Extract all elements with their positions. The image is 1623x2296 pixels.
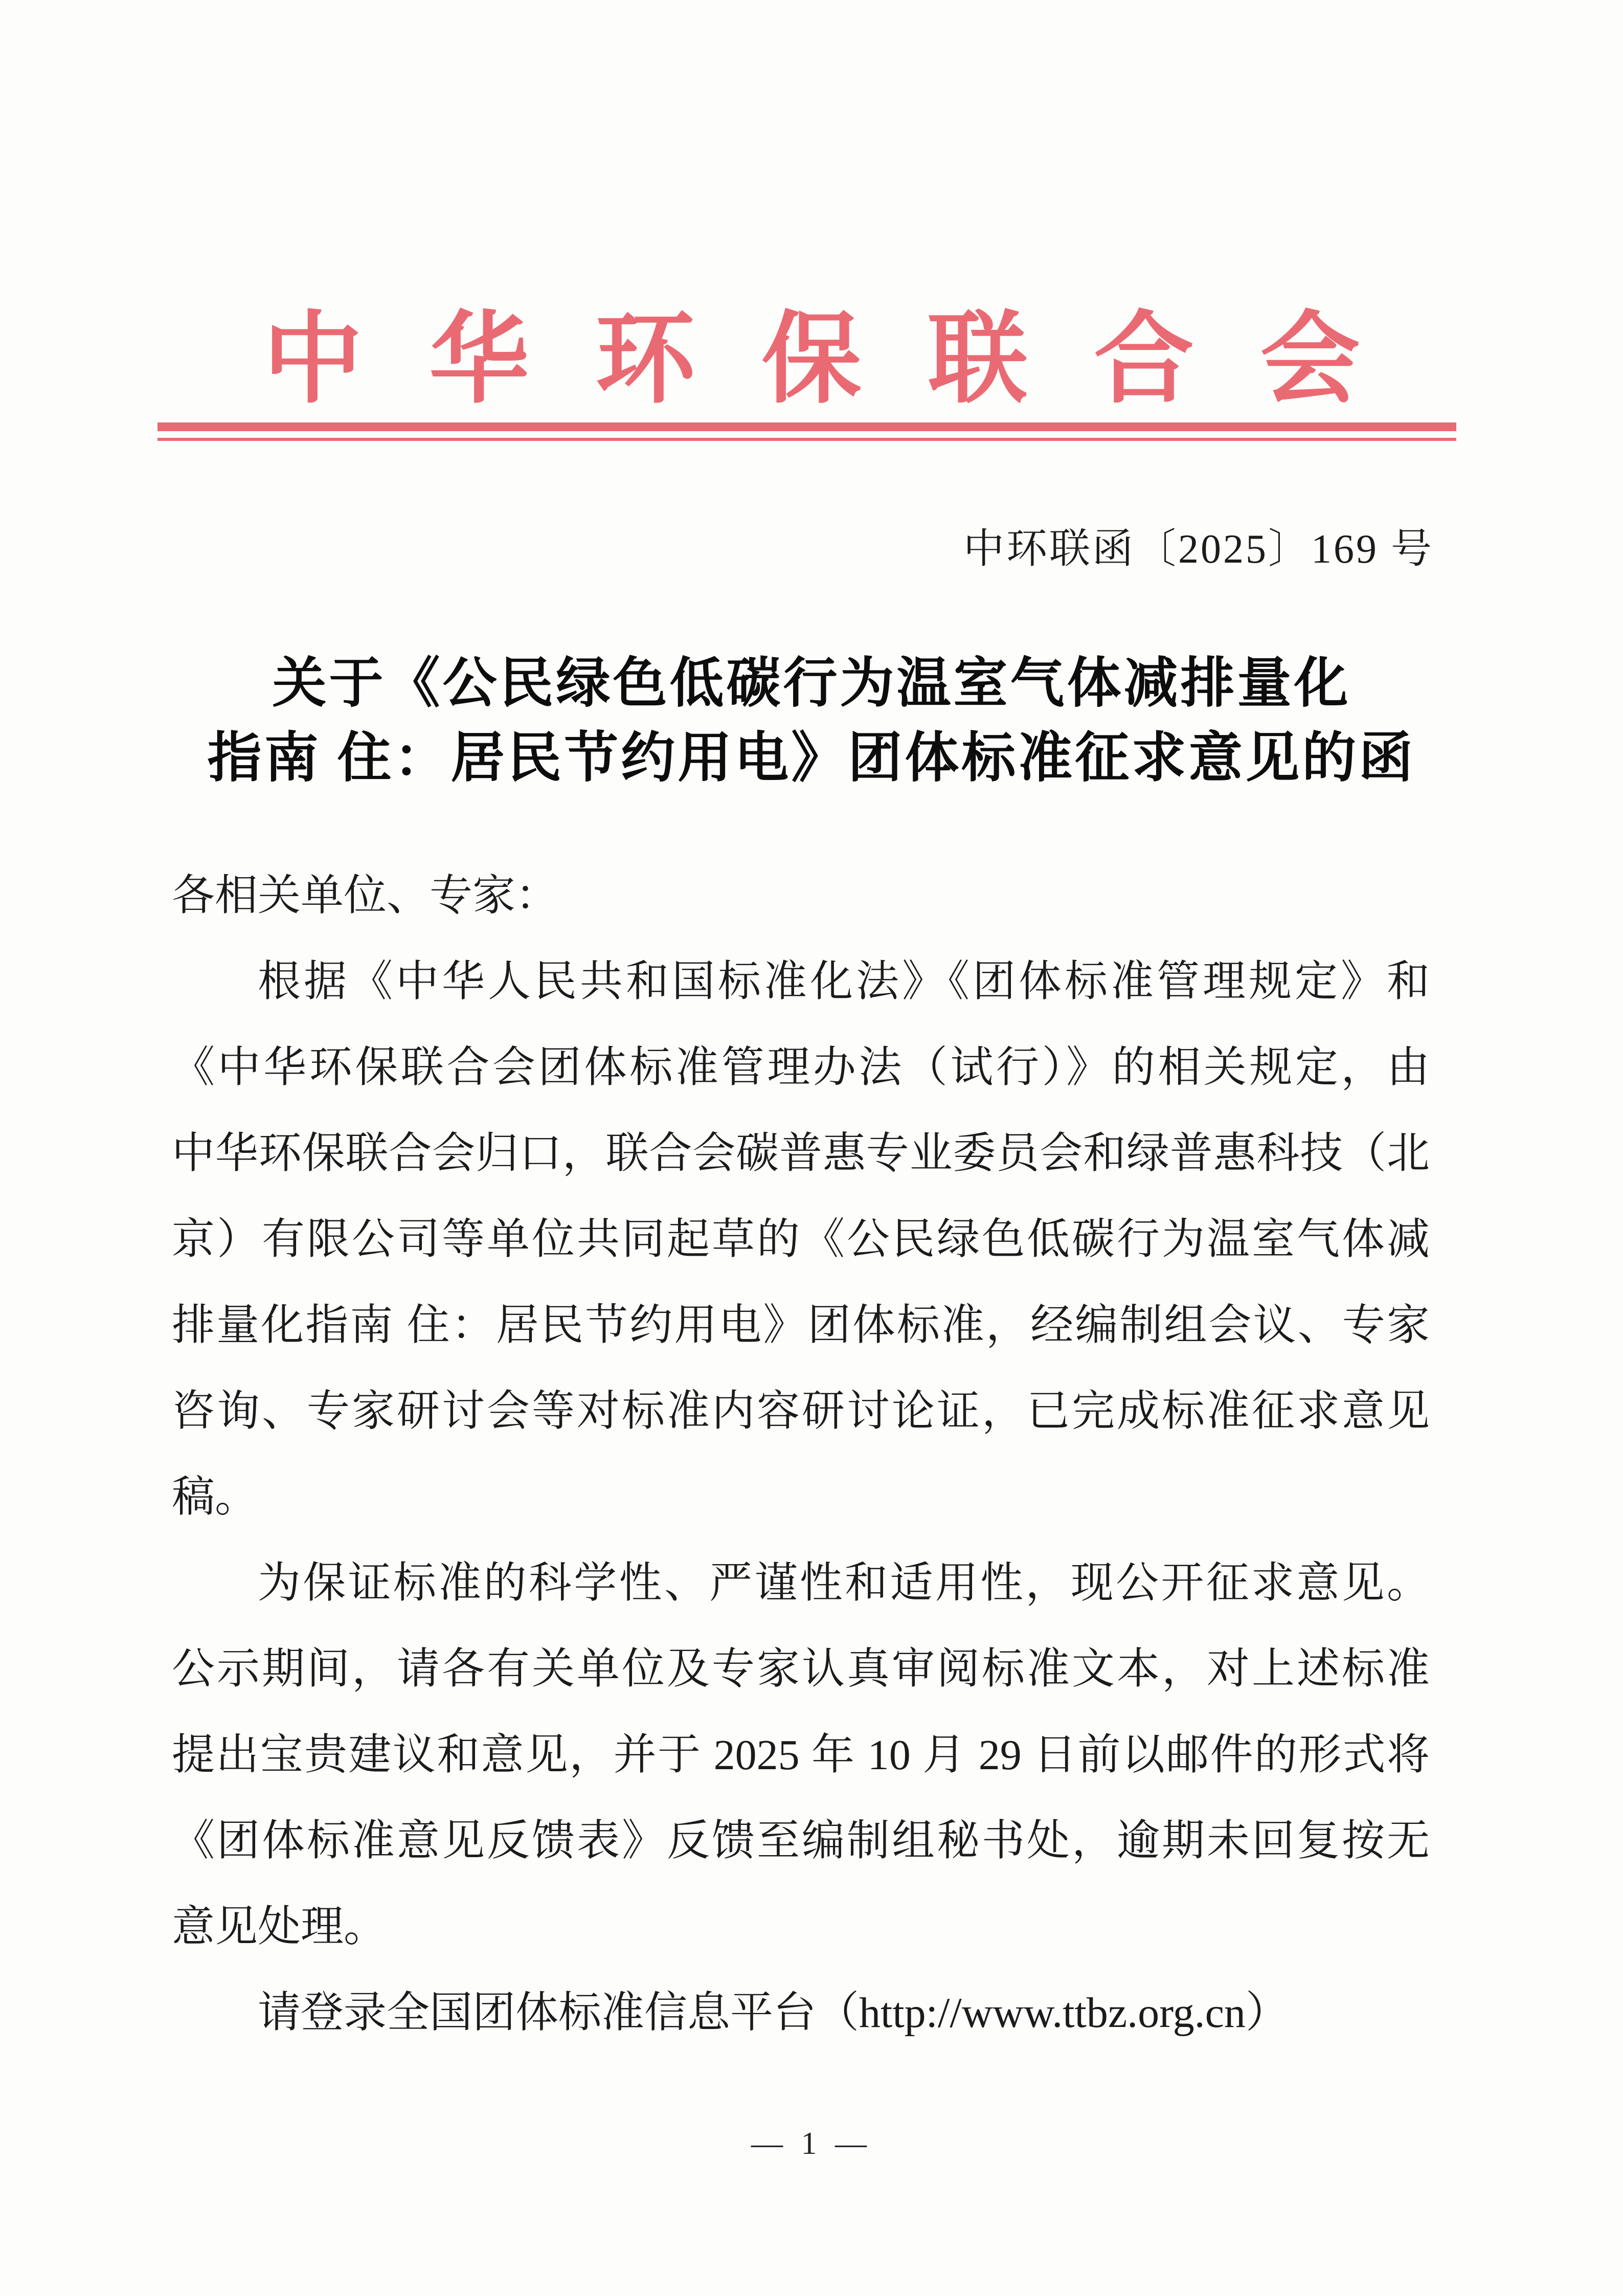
letter-body — [172, 853, 1430, 2056]
paragraph2-line: 为保证标准的科学性、严谨性和适用性，现公开征求意见。 — [258, 1559, 1430, 1607]
paragraph1-line: 排量化指南 住：居民节约用电》团体标准，经编制组会议、专家 — [172, 1302, 1430, 1349]
document-title-line2: 指南 住：居民节约用电》团体标准征求意见的函 — [207, 728, 1416, 788]
paragraph3-line: 请登录全国团体标准信息平台（http://www.ttbz.org.cn） — [258, 1989, 1289, 2037]
paragraph1-line: 根据《中华人民共和国标准化法》《团体标准管理规定》和 — [258, 958, 1430, 1006]
paragraph1-line: 中华环保联合会归口，联合会碳普惠专业委员会和绿普惠科技（北 — [172, 1130, 1430, 1177]
document-title-line1: 关于《公民绿色低碳行为温室气体减排量化 — [272, 654, 1351, 714]
document-title — [0, 647, 1623, 796]
document-number: 中环联函〔2025〕169 号 — [963, 527, 1434, 572]
paragraph1-line: 咨询、专家研讨会等对标准内容研讨论证，已完成标准征求意见 — [172, 1388, 1430, 1435]
paragraph1-line: 稿。 — [172, 1474, 258, 1521]
paragraph1-line: 《中华环保联合会团体标准管理办法（试行）》的相关规定，由 — [172, 1044, 1430, 1091]
salutation: 各相关单位、专家： — [172, 872, 559, 920]
paragraph2-line: 公示期间，请各有关单位及专家认真审阅标准文本，对上述标准 — [172, 1645, 1430, 1693]
paragraph2-line: 《团体标准意见反馈表》反馈至编制组秘书处，逾期未回复按无 — [172, 1817, 1430, 1865]
page-number: — 1 — — [751, 2126, 872, 2161]
letterhead-rule-thin — [157, 438, 1456, 441]
paragraph1-line: 京）有限公司等单位共同起草的《公民绿色低碳行为温室气体减 — [172, 1216, 1430, 1263]
paragraph2-line: 意见处理。 — [172, 1903, 387, 1951]
letterhead-org-name: 中华环保联合会 — [263, 305, 1427, 415]
paragraph2-line: 提出宝贵建议和意见，并于 2025 年 10 月 29 日前以邮件的形式将 — [172, 1731, 1430, 1779]
letterhead-rule-thick — [157, 422, 1456, 431]
